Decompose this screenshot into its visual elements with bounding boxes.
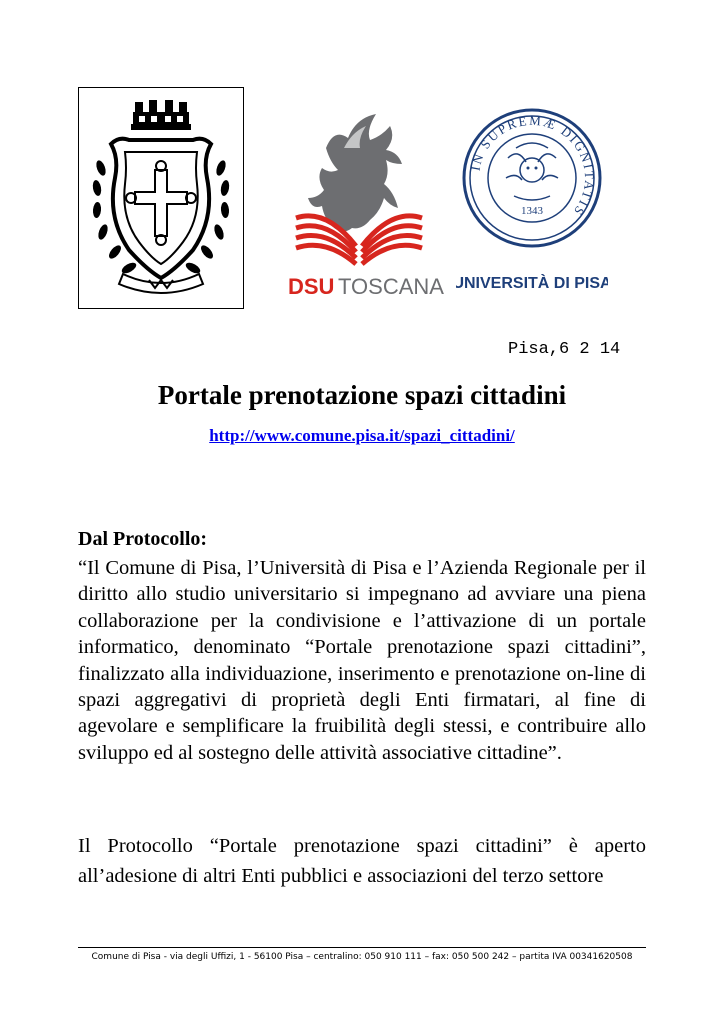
document-date: Pisa,6 2 14 [508,340,621,359]
page-title: Portale prenotazione spazi cittadini [157,380,567,410]
section-heading: Dal Protocollo: [78,528,208,550]
svg-text:IN SUPREMÆ DIGNITATIS: IN SUPREMÆ DIGNITATIS [467,112,598,220]
protocol-quote-paragraph: “Il Comune di Pisa, l’Università di Pisa e l’Azienda Regionale per il diritto allo studio universitario si impegnano ad avviare una piena collaborazione per la condivisione e l’attivazione di un portale informatico, denominato “Portale prenotazione spazi cittadini”, finalizzato alla individuazione, inserimento e prenotazione on-line di spazi aggregativi di proprietà degli Enti firmatari, al fine di agevolare e semplificare la fruibilità degli stessi, e contribuire allo sviluppo ed al sostegno delle attività associative cittadine”. [78,557,646,764]
footer-address: Comune di Pisa - via degli Uffizi, 1 - 56100 Pisa – centralino: 050 910 111 – fax: 050 500 242 – partita IVA 00341620508 [91,952,633,962]
svg-text:1343: 1343 [521,205,543,217]
pisa-coat-of-arms-icon [79,88,243,308]
svg-text:TOSCANA: TOSCANA [338,274,444,299]
svg-text:UNIVERSITÀ DI PISA: UNIVERSITÀ DI PISA [456,275,608,292]
svg-text:DSU: DSU [288,274,335,299]
comune-pisa-logo [78,87,244,309]
dsu-toscana-logo [286,108,444,302]
pegasus-book-icon [286,108,444,302]
adhesion-paragraph: Il Protocollo “Portale prenotazione spazi cittadini” è aperto all’adesione di altri Enti pubblici e associazioni del terzo settore [78,835,646,887]
unipi-seal-icon [456,108,608,292]
portal-link[interactable]: http://www.comune.pisa.it/spazi_cittadini/ [209,426,515,445]
footer-divider [78,947,646,948]
universita-pisa-logo [456,108,608,292]
